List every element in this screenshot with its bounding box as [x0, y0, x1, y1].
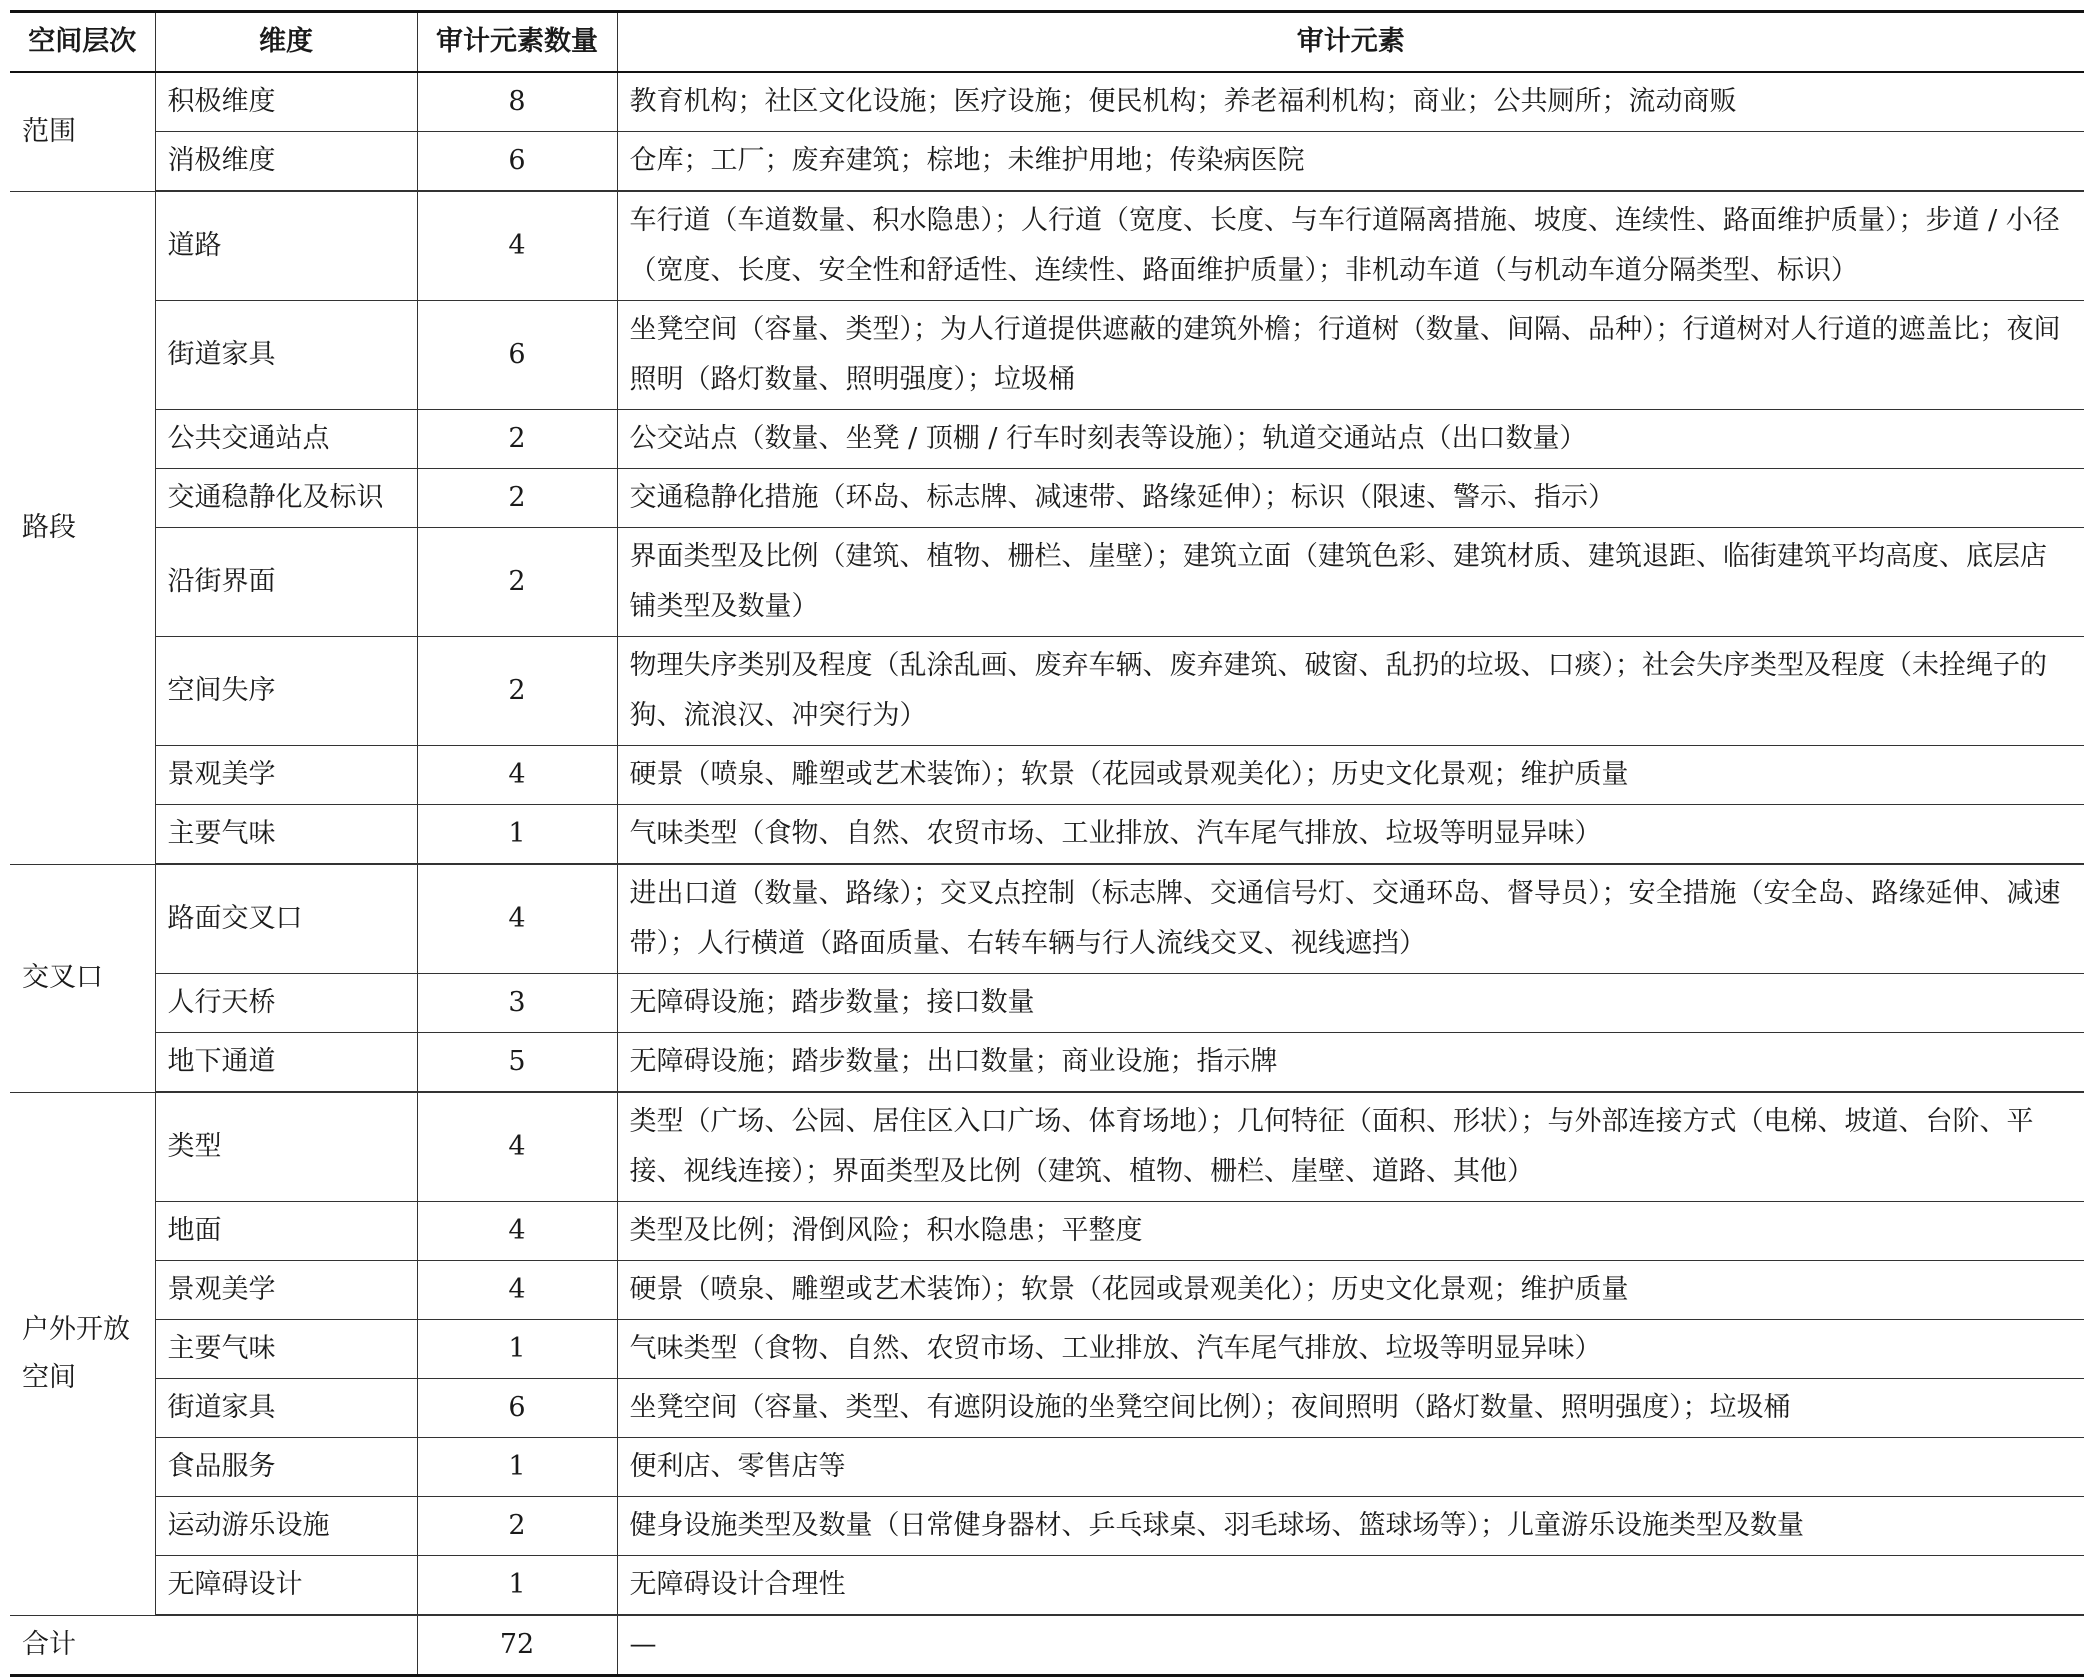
dimension-cell: 交通稳静化及标识 [155, 469, 417, 528]
table-row [10, 805, 2084, 865]
total-row [10, 1615, 2084, 1676]
dimension-cell: 人行天桥 [155, 974, 417, 1033]
audit-elements-cell: 无障碍设计合理性 [617, 1556, 2084, 1616]
audit-elements-cell: 公交站点（数量、坐凳 / 顶棚 / 行车时刻表等设施）；轨道交通站点（出口数量） [617, 410, 2084, 469]
dimension-cell: 空间失序 [155, 637, 417, 746]
element-count-cell: 6 [417, 301, 617, 410]
element-count-cell: 2 [417, 1497, 617, 1556]
audit-elements-cell: 进出口道（数量、路缘）；交叉点控制（标志牌、交通信号灯、交通环岛、督导员）；安全措施（安全岛、路缘延伸、减速带）；人行横道（路面质量、右转车辆与行人流线交叉、视线遮挡） [617, 864, 2084, 974]
table-row [10, 746, 2084, 805]
audit-elements-cell: 物理失序类别及程度（乱涂乱画、废弃车辆、废弃建筑、破窗、乱扔的垃圾、口痰）；社会失序类型及程度（未拴绳子的狗、流浪汉、冲突行为） [617, 637, 2084, 746]
dimension-cell: 景观美学 [155, 1261, 417, 1320]
element-count-cell: 1 [417, 1320, 617, 1379]
table-row [10, 132, 2084, 192]
header-space-level: 空间层次 [10, 12, 155, 73]
header-element-count: 审计元素数量 [417, 12, 617, 73]
total-elements: — [617, 1615, 2084, 1676]
dimension-cell: 消极维度 [155, 132, 417, 192]
dimension-cell: 路面交叉口 [155, 864, 417, 974]
table-row [10, 1556, 2084, 1616]
audit-elements-cell: 车行道（车道数量、积水隐患）；人行道（宽度、长度、与车行道隔离措施、坡度、连续性、路面维护质量）；步道 / 小径（宽度、长度、安全性和舒适性、连续性、路面维护质量）；非机动车道（与机动车道分隔类型、标识） [617, 191, 2084, 301]
table-row [10, 1438, 2084, 1497]
element-count-cell: 4 [417, 1092, 617, 1202]
table-row [10, 72, 2084, 132]
audit-elements-cell: 硬景（喷泉、雕塑或艺术装饰）；软景（花园或景观美化）；历史文化景观；维护质量 [617, 746, 2084, 805]
element-count-cell: 1 [417, 1438, 617, 1497]
element-count-cell: 4 [417, 746, 617, 805]
element-count-cell: 2 [417, 469, 617, 528]
table-row [10, 1379, 2084, 1438]
space-level-cell: 范围 [10, 72, 155, 191]
audit-elements-table [10, 10, 2084, 1677]
audit-elements-cell: 气味类型（食物、自然、农贸市场、工业排放、汽车尾气排放、垃圾等明显异味） [617, 1320, 2084, 1379]
space-level-cell: 户外开放空间 [10, 1092, 155, 1615]
element-count-cell: 1 [417, 1556, 617, 1616]
dimension-cell: 沿街界面 [155, 528, 417, 637]
element-count-cell: 6 [417, 132, 617, 192]
table-body [10, 72, 2084, 1676]
dimension-cell: 街道家具 [155, 301, 417, 410]
element-count-cell: 6 [417, 1379, 617, 1438]
header-dimension: 维度 [155, 12, 417, 73]
dimension-cell: 无障碍设计 [155, 1556, 417, 1616]
dimension-cell: 公共交通站点 [155, 410, 417, 469]
element-count-cell: 3 [417, 974, 617, 1033]
dimension-cell: 地面 [155, 1202, 417, 1261]
dimension-cell: 积极维度 [155, 72, 417, 132]
space-level-cell: 路段 [10, 191, 155, 864]
audit-elements-cell: 交通稳静化措施（环岛、标志牌、减速带、路缘延伸）；标识（限速、警示、指示） [617, 469, 2084, 528]
audit-elements-cell: 健身设施类型及数量（日常健身器材、乒乓球桌、羽毛球场、篮球场等）；儿童游乐设施类型及数量 [617, 1497, 2084, 1556]
element-count-cell: 5 [417, 1033, 617, 1093]
audit-elements-cell: 界面类型及比例（建筑、植物、栅栏、崖壁）；建筑立面（建筑色彩、建筑材质、建筑退距、临街建筑平均高度、底层店铺类型及数量） [617, 528, 2084, 637]
table-row [10, 469, 2084, 528]
dimension-cell: 主要气味 [155, 805, 417, 865]
audit-elements-cell: 类型及比例；滑倒风险；积水隐患；平整度 [617, 1202, 2084, 1261]
element-count-cell: 4 [417, 864, 617, 974]
table-row [10, 1033, 2084, 1093]
dimension-cell: 街道家具 [155, 1379, 417, 1438]
dimension-cell: 地下通道 [155, 1033, 417, 1093]
element-count-cell: 4 [417, 191, 617, 301]
total-count: 72 [417, 1615, 617, 1676]
dimension-cell: 食品服务 [155, 1438, 417, 1497]
table-row [10, 528, 2084, 637]
element-count-cell: 4 [417, 1202, 617, 1261]
audit-elements-cell: 坐凳空间（容量、类型）；为人行道提供遮蔽的建筑外檐；行道树（数量、间隔、品种）；行道树对人行道的遮盖比；夜间照明（路灯数量、照明强度）；垃圾桶 [617, 301, 2084, 410]
audit-elements-cell: 硬景（喷泉、雕塑或艺术装饰）；软景（花园或景观美化）；历史文化景观；维护质量 [617, 1261, 2084, 1320]
element-count-cell: 4 [417, 1261, 617, 1320]
table-row [10, 410, 2084, 469]
dimension-cell: 主要气味 [155, 1320, 417, 1379]
audit-table-document [10, 10, 2084, 1677]
table-row [10, 191, 2084, 301]
table-row [10, 1202, 2084, 1261]
header-row [10, 12, 2084, 73]
table-row [10, 1320, 2084, 1379]
table-row [10, 1497, 2084, 1556]
element-count-cell: 2 [417, 410, 617, 469]
dimension-cell: 类型 [155, 1092, 417, 1202]
table-row [10, 974, 2084, 1033]
audit-elements-cell: 便利店、零售店等 [617, 1438, 2084, 1497]
audit-elements-cell: 无障碍设施；踏步数量；接口数量 [617, 974, 2084, 1033]
header-audit-elements: 审计元素 [617, 12, 2084, 73]
dimension-cell: 景观美学 [155, 746, 417, 805]
audit-elements-cell: 仓库；工厂；废弃建筑；棕地；未维护用地；传染病医院 [617, 132, 2084, 192]
audit-elements-cell: 类型（广场、公园、居住区入口广场、体育场地）；几何特征（面积、形状）；与外部连接方式（电梯、坡道、台阶、平接、视线连接）；界面类型及比例（建筑、植物、栅栏、崖壁、道路、其他） [617, 1092, 2084, 1202]
audit-elements-cell: 气味类型（食物、自然、农贸市场、工业排放、汽车尾气排放、垃圾等明显异味） [617, 805, 2084, 865]
element-count-cell: 2 [417, 528, 617, 637]
element-count-cell: 8 [417, 72, 617, 132]
audit-elements-cell: 坐凳空间（容量、类型、有遮阴设施的坐凳空间比例）；夜间照明（路灯数量、照明强度）；垃圾桶 [617, 1379, 2084, 1438]
space-level-cell: 交叉口 [10, 864, 155, 1092]
table-row [10, 1261, 2084, 1320]
audit-elements-cell: 无障碍设施；踏步数量；出口数量；商业设施；指示牌 [617, 1033, 2084, 1093]
table-row [10, 1092, 2084, 1202]
dimension-cell: 运动游乐设施 [155, 1497, 417, 1556]
element-count-cell: 2 [417, 637, 617, 746]
table-row [10, 864, 2084, 974]
dimension-cell: 道路 [155, 191, 417, 301]
audit-elements-cell: 教育机构；社区文化设施；医疗设施；便民机构；养老福利机构；商业；公共厕所；流动商贩 [617, 72, 2084, 132]
element-count-cell: 1 [417, 805, 617, 865]
table-row [10, 301, 2084, 410]
total-label: 合计 [10, 1615, 417, 1676]
table-row [10, 637, 2084, 746]
